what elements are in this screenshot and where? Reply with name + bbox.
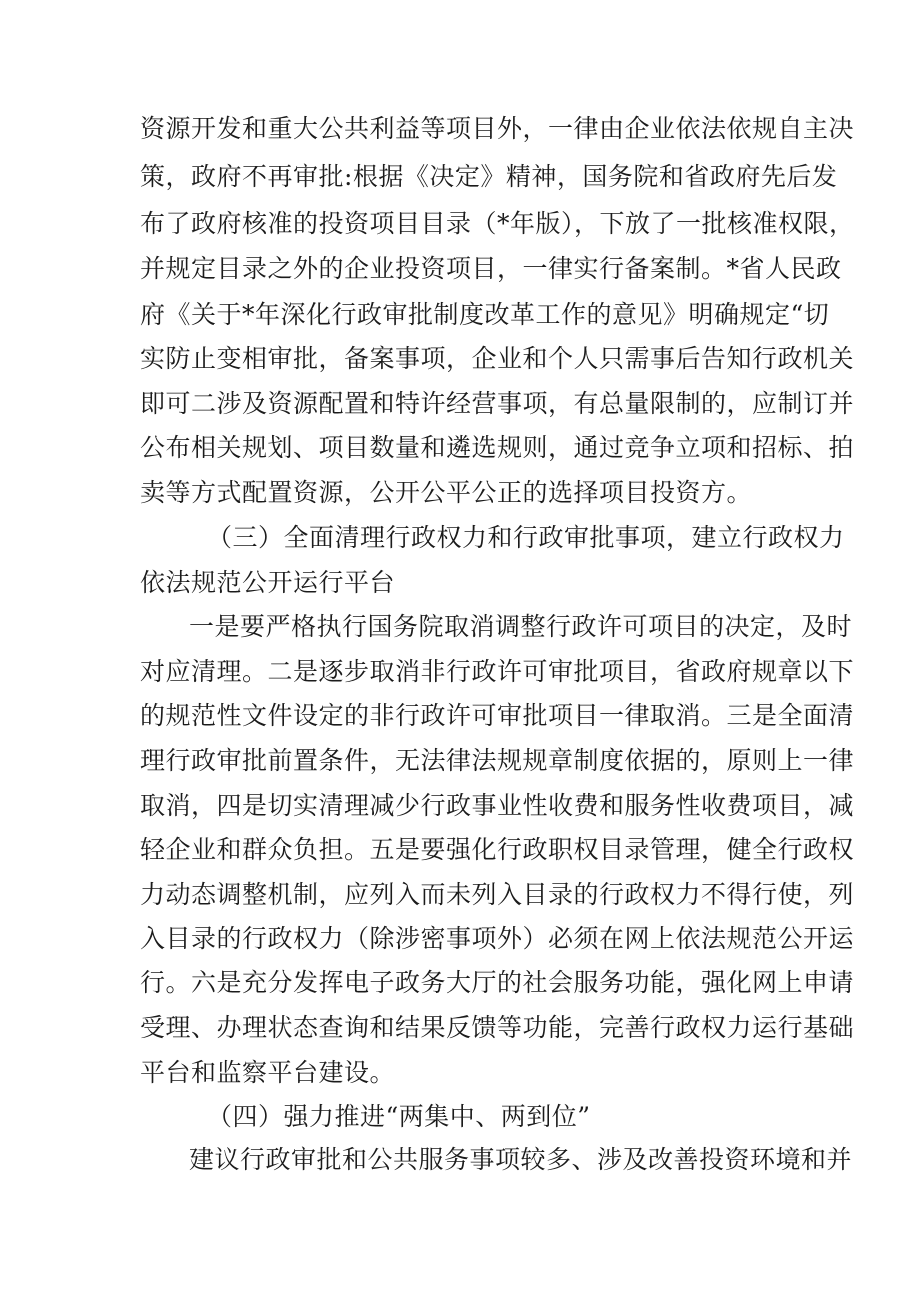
body-text-line: 行。六是充分发挥电子政务大厅的社会服务功能，强化网上申请 <box>140 968 855 997</box>
body-text-line: 入目录的行政权力（除涉密事项外）必须在网上依法规范公开运 <box>140 924 855 953</box>
section-heading-3: （三）全面清理行政权力和行政审批事项，建立行政权力 <box>207 523 845 552</box>
body-text-line: 实防止变相审批，备案事项，企业和个人只需事后告知行政机关 <box>140 344 855 373</box>
body-text-line: 对应清理。二是逐步取消非行政许可审批项目，省政府规章以下 <box>140 657 855 686</box>
body-text-line: 卖等方式配置资源，公开公平公正的选择项目投资方。 <box>140 478 753 507</box>
body-text-line: 轻企业和群众负担。五是要强化行政职权目录管理，健全行政权 <box>140 835 855 864</box>
body-text-line: 府《关于*年深化行政审批制度改革工作的意见》明确规定“切 <box>140 300 830 329</box>
body-text-line: 受理、办理状态查询和结果反馈等功能，完善行政权力运行基础 <box>140 1013 855 1042</box>
body-text-line: 布了政府核准的投资项目目录（*年版），下放了一批核准权限， <box>140 209 855 238</box>
body-text-line: 一是要严格执行国务院取消调整行政许可项目的决定，及时 <box>189 612 853 641</box>
section-heading-3-continued: 依法规范公开运行平台 <box>140 568 396 597</box>
body-text-line: 建议行政审批和公共服务事项较多、涉及改善投资环境和并 <box>189 1145 853 1174</box>
body-text-line: 资源开发和重大公共利益等项目外，一律由企业依法依规自主决 <box>140 114 855 143</box>
body-text-line: 的规范性文件设定的非行政许可审批项目一律取消。三是全面清 <box>140 701 855 730</box>
body-text-line: 力动态调整机制，应列入而未列入目录的行政权力不得行使，列 <box>140 880 855 909</box>
body-text-line: 即可二涉及资源配置和特许经营事项，有总量限制的，应制订并 <box>140 389 855 418</box>
body-text-line: 策，政府不再审批:根据《决定》精神，国务院和省政府先后发 <box>140 162 838 191</box>
body-text-line: 理行政审批前置条件，无法律法规规章制度依据的，原则上一律 <box>140 746 855 775</box>
body-text-line: 取消，四是切实清理减少行政事业性收费和服务性收费项目，减 <box>140 791 855 820</box>
section-heading-4: （四）强力推进“两集中、两到位” <box>207 1102 591 1131</box>
body-text-line: 并规定目录之外的企业投资项目，一律实行备案制。*省人民政 <box>140 254 842 283</box>
body-text-line: 平台和监察平台建设。 <box>140 1058 396 1087</box>
body-text-line: 公布相关规划、项目数量和遴选规则，通过竞争立项和招标、拍 <box>140 433 855 462</box>
